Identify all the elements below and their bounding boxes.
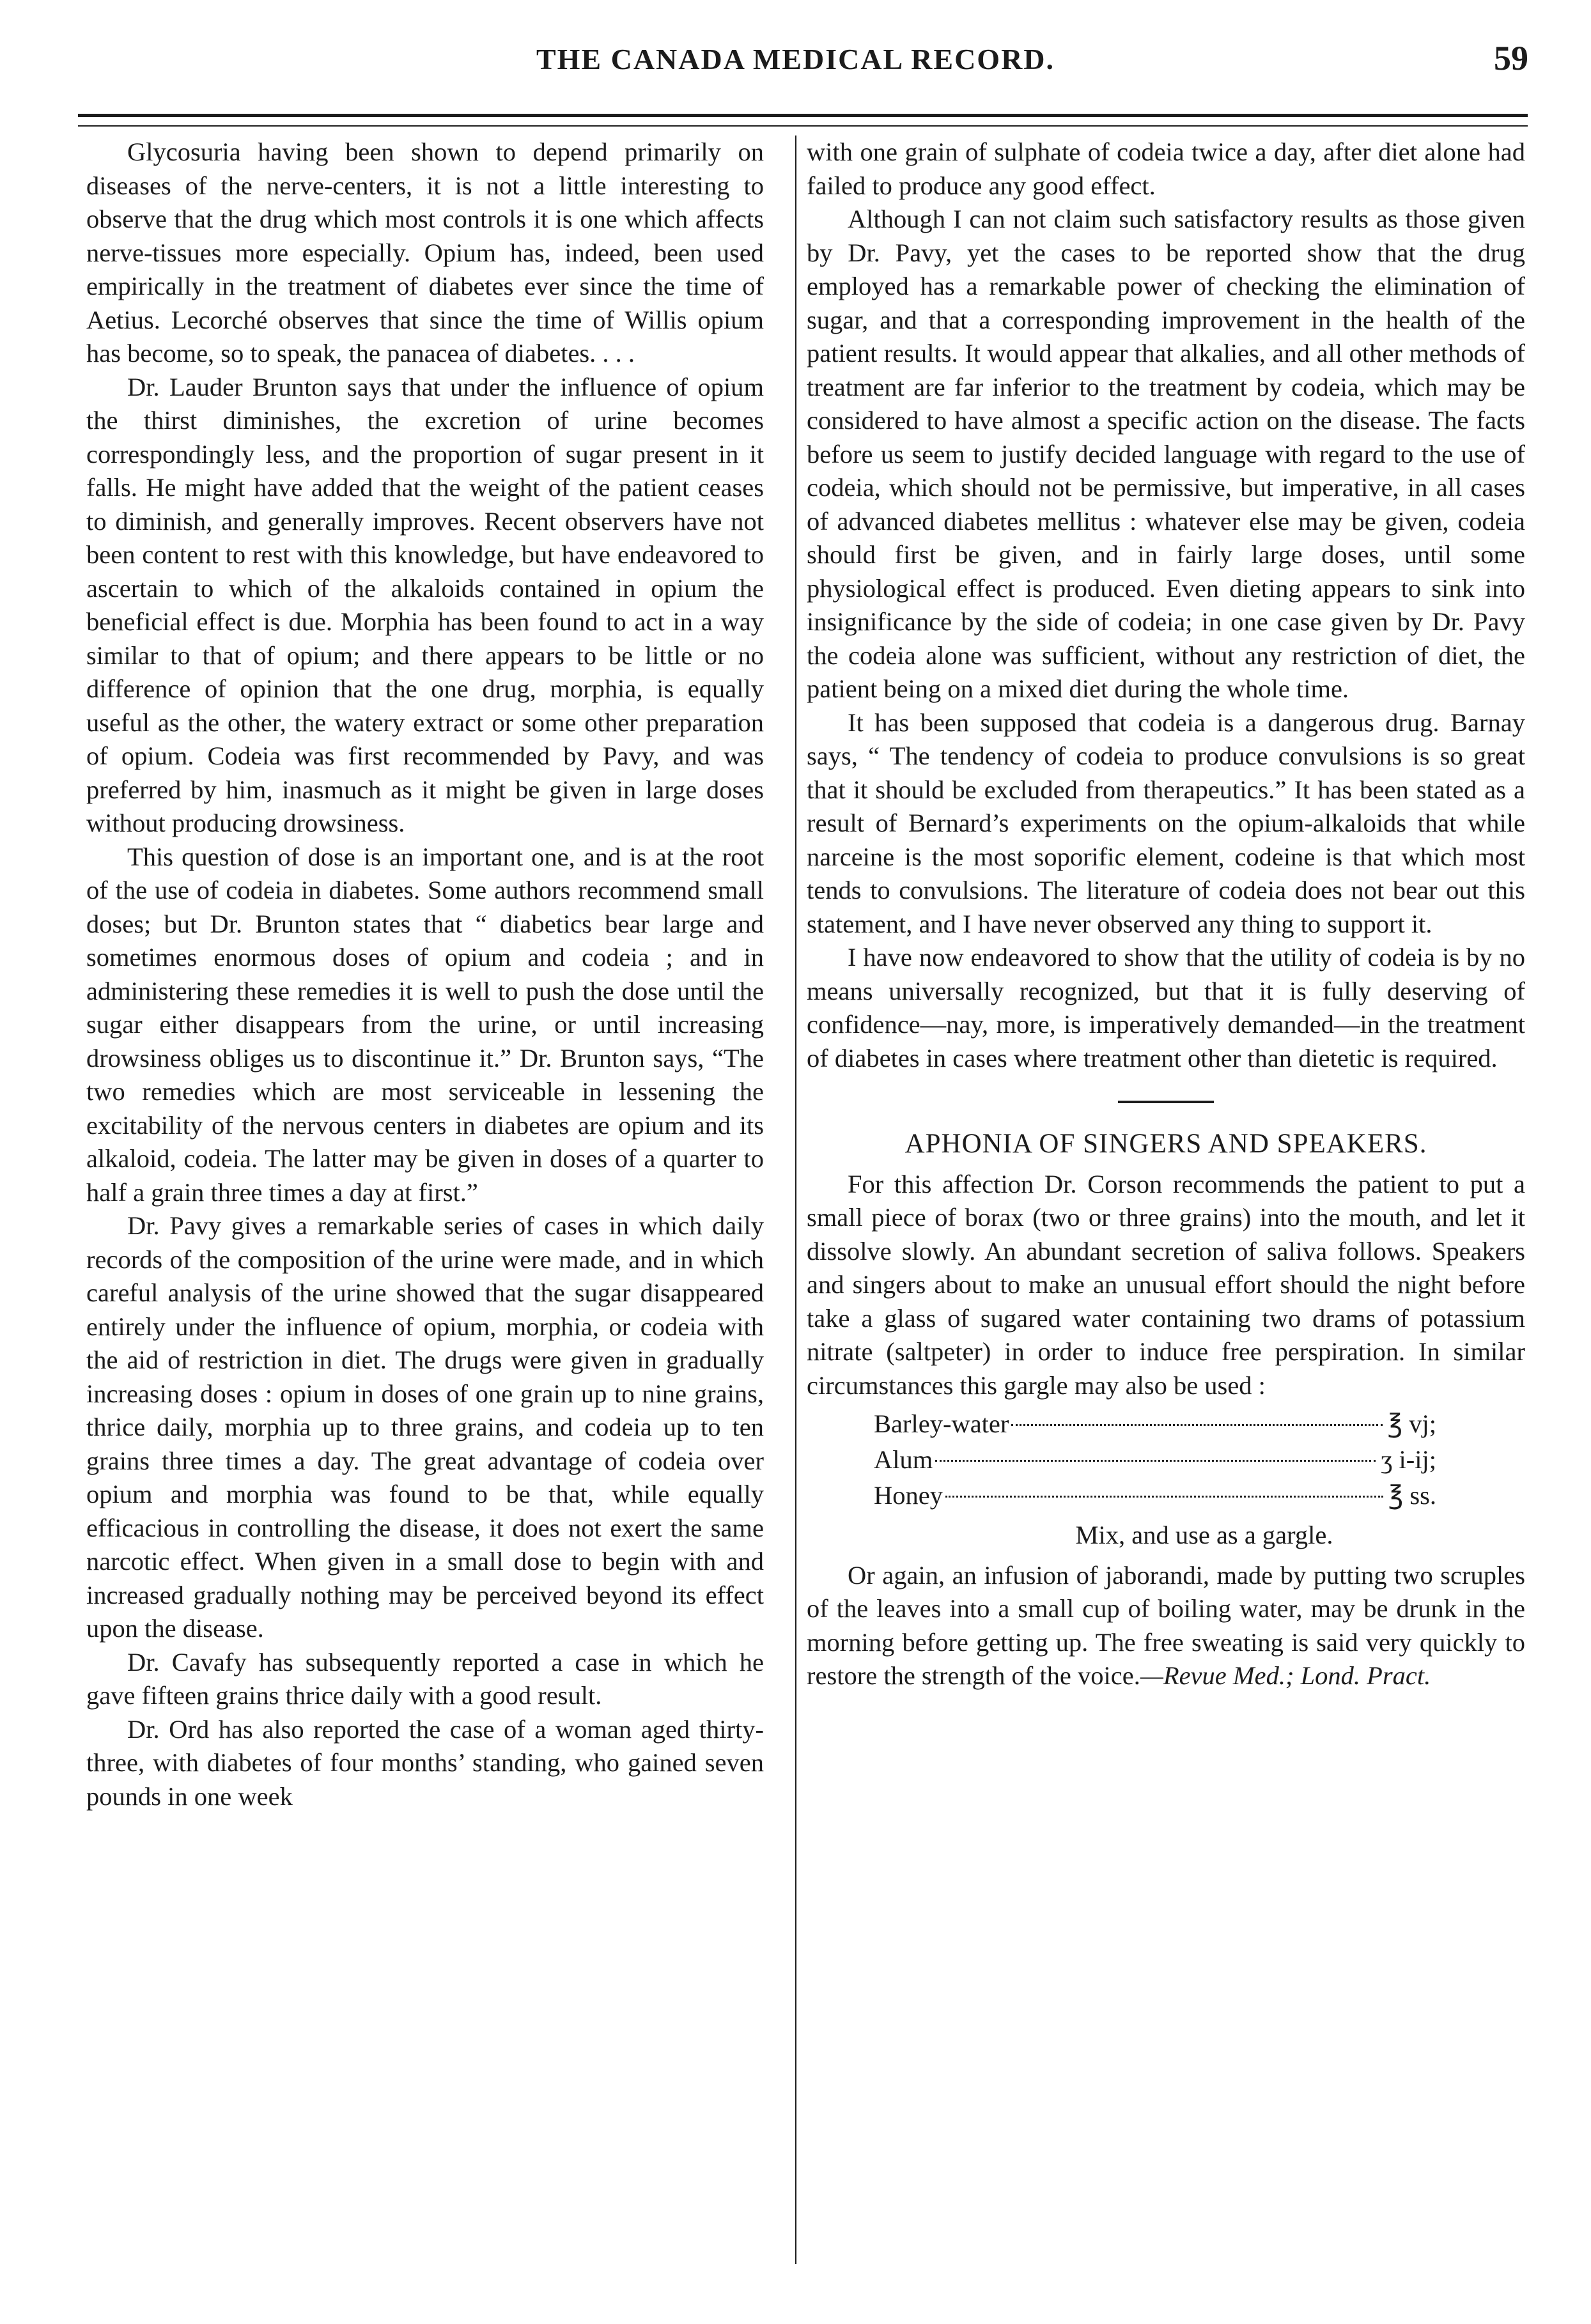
paragraph: This question of dose is an important one, and is at the root of the use of codeia in diabetes. Some authors recommend small doses; but Dr. Brunton states that “ diabetics bear large and sometimes enormous doses of opium and codeia ; and in administering these remedies it is well to push the dose until the sugar either disappears from the urine, or until increasing drowsiness obliges us to discontinue it.” Dr. Brunton says, “The two remedies which are most serviceable in lessening the excitability of the nervous centers in diabetes are opium and its alkaloid, codeia. The latter may be given in doses of a quarter to half a grain three times a day at first.” — [86, 842, 764, 1207]
paragraph: Dr. Lauder Brunton says that under the influence of opium the thirst diminishes, the excretion of urine becomes correspondingly less, and the proportion of sugar present in it falls. He might have added that the weight of the patient ceases to diminish, and generally improves. Recent observers have not been content to rest with this knowledge, but have endeavored to ascertain to which of the alkaloids contained in opium the beneficial effect is due. Morphia has been found to act in a way similar to that of opium; and there appears to be little or no difference of opinion that the one drug, morphia, is equally useful as the other, the watery extract or some other preparation of opium. Codeia was first recommended by Pavy, and was preferred by him, inasmuch as it might be given in large doses without producing drowsiness. — [86, 372, 764, 837]
recipe-ingredient: Honey — [874, 1481, 943, 1510]
recipe-ingredient: Alum — [874, 1445, 933, 1474]
column-divider — [795, 136, 796, 2264]
recipe-quantity: ʒ i-ij; — [1381, 1445, 1436, 1474]
running-title: THE CANADA MEDICAL RECORD. — [536, 43, 1055, 75]
recipe-item — [874, 1443, 1436, 1479]
paragraph — [807, 1559, 1525, 1693]
recipe-quantity: ℥ ss. — [1388, 1481, 1436, 1510]
recipe-item — [874, 1479, 1436, 1515]
paragraph-text: Or again, an infusion of jaborandi, made by putting two scruples of the leaves into a small cup of boiling water, may be drunk in the morning before getting up. The free sweating is said very quickly to restore the strength of the voice. — [807, 1560, 1525, 1690]
recipe-quantity: ℥ vj; — [1387, 1409, 1436, 1438]
paragraph: with one grain of sulphate of codeia twice a day, after diet alone had failed to produce any good effect. — [807, 137, 1525, 200]
page-number: 59 — [1494, 39, 1528, 77]
dot-leader — [945, 1496, 1383, 1498]
recipe-ingredient: Barley-water — [874, 1409, 1009, 1438]
page-header — [0, 38, 1591, 96]
paragraph: Dr. Pavy gives a remarkable series of cases in which daily records of the composition of the urine were made, and in which careful analysis of the urine showed that the sugar disappeared entirely under the influence of opium, morphia, or codeia with the aid of restriction in diet. The drugs were given in gradually increasing doses : opium in doses of one grain up to nine grains, thrice daily, morphia up to three grains, and codeia up to ten grains three times a day. The great advantage of codeia over opium and morphia was found to be that, while equally efficacious in controlling the disease, it does not exert the same narcotic effect. When given in a small dose to begin with and increased gradually nothing may be perceived beyond its effect upon the disease. — [86, 1211, 764, 1643]
paragraph: Glycosuria having been shown to depend primarily on diseases of the nerve-centers, it is not a little interesting to observe that the drug which most controls it is one which affects nerve-tissues more especially. Opium has, indeed, been used empirically in the treatment of diabetes ever since the time of Aetius. Lecorché observes that since the time of Willis opium has become, so to speak, the panacea of diabetes. . . . — [86, 137, 764, 368]
paragraph: Dr. Cavafy has subsequently reported a case in which he gave fifteen grains thrice daily with a good result. — [86, 1647, 764, 1710]
paragraph: For this affection Dr. Corson recommends the patient to put a small piece of borax (two or three grains) into the mouth, and let it dissolve slowly. An abundant secretion of saliva follows. Speakers and singers about to make an unusual effort should the night before take a glass of sugared water containing two drams of potassium nitrate (saltpeter) in order to induce free perspiration. In similar circumstances this gargle may also be used : — [807, 1169, 1525, 1400]
recipe-item — [874, 1407, 1436, 1443]
citation: —Revue Med.; Lond. Pract. — [1140, 1661, 1431, 1690]
paragraph: Although I can not claim such satisfactory results as those given by Dr. Pavy, yet the cases to be reported show that the drug employed has a remarkable power of checking the elimination of sugar, and that a corresponding improvement in the health of the patient results. It would appear that alkalies, and all other methods of treatment are far inferior to the treatment by codeia, which may be considered to have almost a specific action on the disease. The facts before us seem to justify decided language with regard to the use of codeia, which should not be permissive, but imperative, in all cases of advanced diabetes mellitus : whatever else may be given, codeia should first be given, and in fairly large doses, until some physiological effect is produced. Even dieting appears to sink into insignificance by the side of codeia; in one case given by Dr. Pavy the codeia alone was sufficient, without any restriction of diet, the patient being on a mixed diet during the whole time. — [807, 205, 1525, 703]
header-rule-thin — [78, 125, 1528, 127]
header-rule-thick — [78, 114, 1528, 117]
dot-leader — [1011, 1424, 1382, 1426]
right-column — [807, 136, 1525, 1693]
recipe-list — [874, 1407, 1436, 1515]
paragraph: It has been supposed that codeia is a dangerous drug. Barnay says, “ The tendency of codeia to produce convulsions is so great that it should be excluded from therapeutics.” It has been stated as a result of Bernard’s experiments on the opium-alkaloids that while narceine is the most soporific element, codeine is that which most tends to convulsions. The literature of codeia does not bear out this statement, and I have never observed any thing to support it. — [807, 708, 1525, 938]
section-divider — [1118, 1101, 1214, 1103]
recipe-instruction: Mix, and use as a gargle. — [1075, 1521, 1333, 1549]
section-title: APHONIA OF SINGERS AND SPEAKERS. — [904, 1129, 1427, 1159]
left-column — [86, 136, 764, 1813]
paragraph: Dr. Ord has also reported the case of a woman aged thirty-three, with diabetes of four months’ standing, who gained seven pounds in one week — [86, 1714, 764, 1811]
paragraph: I have now endeavored to show that the utility of codeia is by no means universally recognized, but that it is fully deserving of confidence—nay, more, is imperatively demanded—in the treatment of diabetes in cases where treatment other than dietetic is required. — [807, 943, 1525, 1073]
dot-leader — [935, 1460, 1376, 1462]
